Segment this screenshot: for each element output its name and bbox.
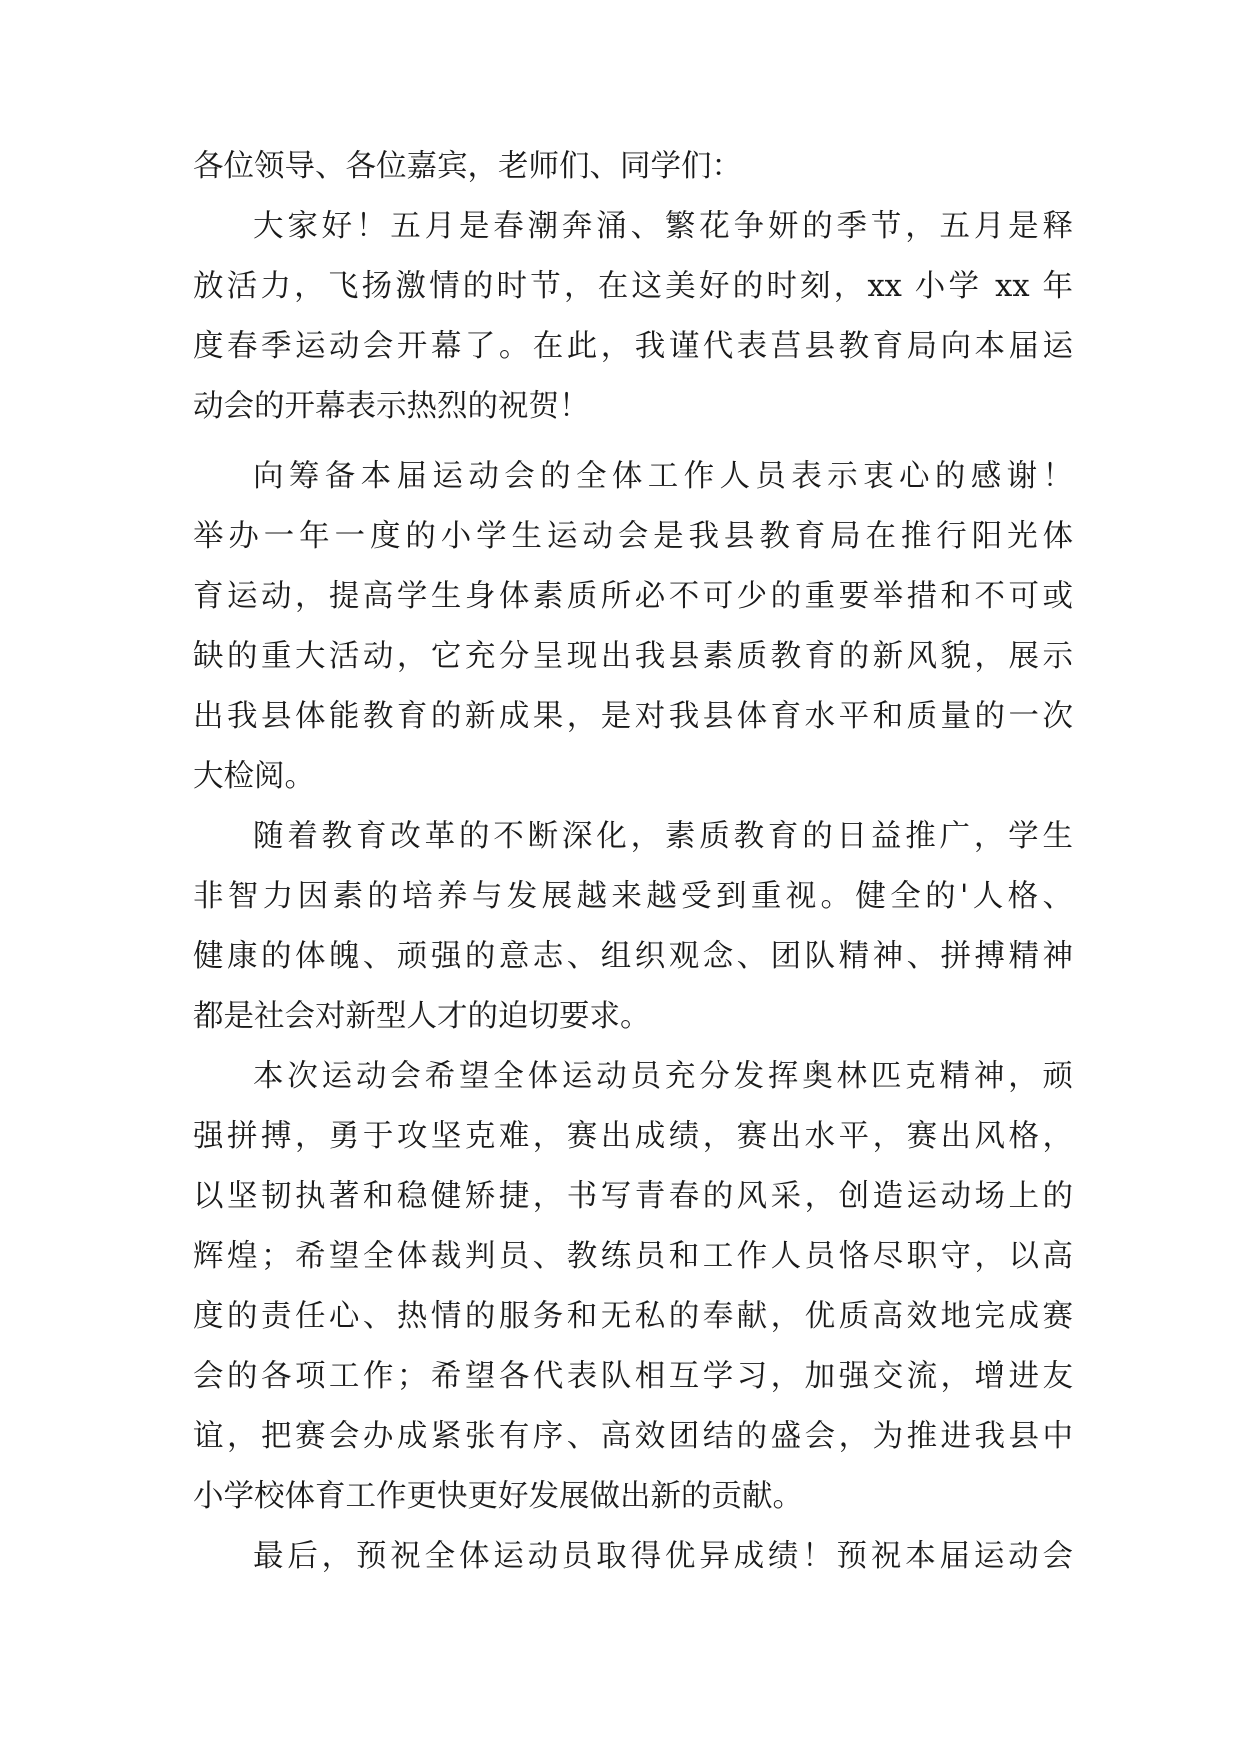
text-line: 放活力，飞扬激情的时节，在这美好的时刻，xx 小学 xx 年	[193, 269, 1073, 304]
text-line: 举办一年一度的小学生运动会是我县教育局在推行阳光体	[193, 519, 1073, 554]
text-line: 小学校体育工作更快更好发展做出新的贡献。	[193, 1479, 803, 1514]
text-line: 非智力因素的培养与发展越来越受到重视。健全的'人格、	[193, 879, 1073, 914]
text-line: 大检阅。	[193, 759, 315, 794]
text-line: 育运动，提高学生身体素质所必不可少的重要举措和不可或	[193, 579, 1073, 614]
text-line: 都是社会对新型人才的迫切要求。	[193, 999, 651, 1034]
text-line: 本次运动会希望全体运动员充分发挥奥林匹克精神，顽	[253, 1059, 1073, 1094]
text-line: 出我县体能教育的新成果，是对我县体育水平和质量的一次	[193, 699, 1073, 734]
text-line: 向筹备本届运动会的全体工作人员表示衷心的感谢！	[253, 459, 1073, 494]
text-line: 随着教育改革的不断深化，素质教育的日益推广，学生	[253, 819, 1073, 854]
text-line: 谊，把赛会办成紧张有序、高效团结的盛会，为推进我县中	[193, 1419, 1073, 1454]
text-line: 度的责任心、热情的服务和无私的奉献，优质高效地完成赛	[193, 1299, 1073, 1334]
text-line: 大家好！五月是春潮奔涌、繁花争妍的季节，五月是释	[253, 209, 1073, 244]
text-line: 会的各项工作；希望各代表队相互学习，加强交流，增进友	[193, 1359, 1073, 1394]
text-line: 以坚韧执著和稳健矫捷，书写青春的风采，创造运动场上的	[193, 1179, 1073, 1214]
greeting-line: 各位领导、各位嘉宾，老师们、同学们：	[193, 149, 742, 184]
text-line: 动会的开幕表示热烈的祝贺！	[193, 389, 590, 424]
text-line: 健康的体魄、顽强的意志、组织观念、团队精神、拼搏精神	[193, 939, 1073, 974]
text-line: 辉煌；希望全体裁判员、教练员和工作人员恪尽职守，以高	[193, 1239, 1073, 1274]
text-line: 最后，预祝全体运动员取得优异成绩！预祝本届运动会	[253, 1539, 1073, 1574]
text-line: 强拼搏，勇于攻坚克难，赛出成绩，赛出水平，赛出风格，	[193, 1119, 1073, 1154]
text-line: 缺的重大活动，它充分呈现出我县素质教育的新风貌，展示	[193, 639, 1073, 674]
text-line: 度春季运动会开幕了。在此，我谨代表莒县教育局向本届运	[193, 329, 1073, 364]
